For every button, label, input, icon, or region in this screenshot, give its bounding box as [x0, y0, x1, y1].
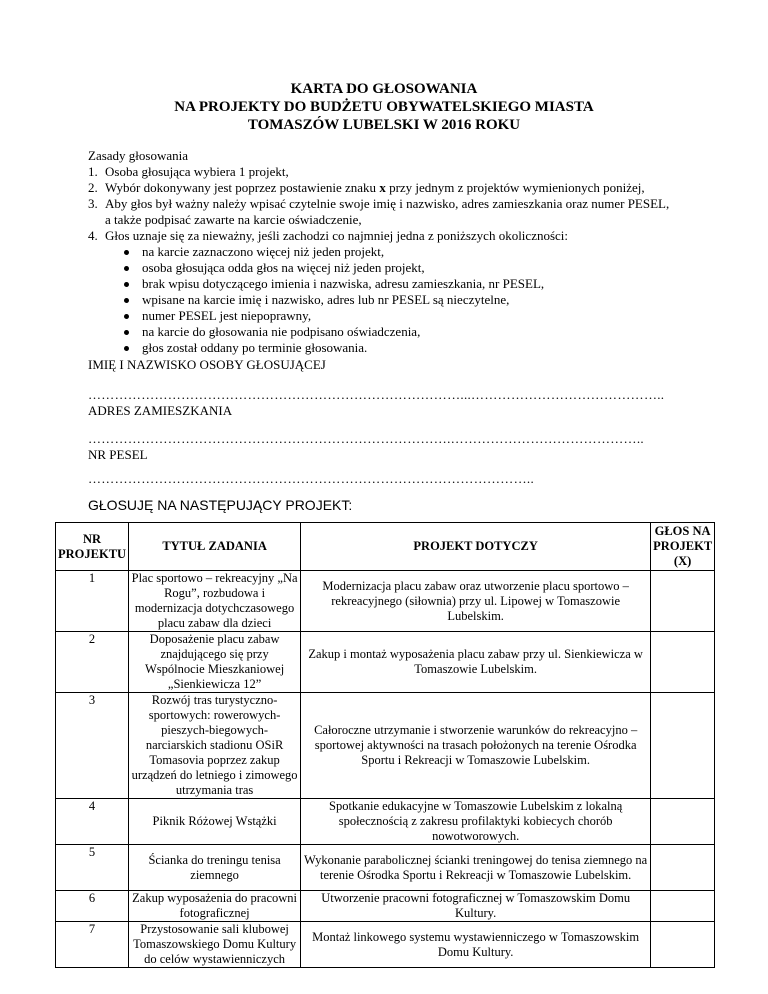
- table-row: [56, 922, 715, 968]
- rule-number: 2.: [88, 180, 98, 195]
- pesel-field[interactable]: ………………………………………………………………………………………..: [88, 471, 534, 486]
- rule-text: Aby głos był ważny należy wpisać czytelnie swoje imię i nazwisko, adres zamieszkania oraz numer PESEL,: [105, 196, 670, 211]
- invalid-condition-item: wpisane na karcie imię i nazwisko, adres lub nr PESEL są nieczytelne,: [124, 292, 708, 308]
- header-project-number: NR PROJEKTU: [56, 523, 129, 571]
- title-line-3: TOMASZÓW LUBELSKI W 2016 ROKU: [247, 117, 521, 133]
- rule-number: 4.: [88, 228, 98, 243]
- invalid-condition-item: numer PESEL jest niepoprawny,: [124, 308, 708, 324]
- address-field[interactable]: ……………………………………………………………………….……………………………………..: [88, 431, 644, 446]
- vote-cell[interactable]: [651, 891, 715, 922]
- x-mark: x: [379, 180, 386, 195]
- project-title: Doposażenie placu zabaw znajdującego się przy Wspólnocie Mieszkaniowej „Sienkiewicza 12”: [129, 632, 301, 693]
- project-number: 3: [56, 693, 129, 799]
- project-title: Plac sportowo – rekreacyjny „Na Rogu”, rozbudowa i modernizacja dotychczasowego placu zabaw dla dzieci: [129, 571, 301, 632]
- table-row: [56, 891, 715, 922]
- table-row: [56, 799, 715, 845]
- vote-cell[interactable]: [651, 632, 715, 693]
- project-description: Zakup i montaż wyposażenia placu zabaw przy ul. Sienkiewicza w Tomaszowie Lubelskim.: [301, 632, 651, 693]
- project-title: Piknik Różowej Wstążki: [129, 799, 301, 845]
- project-title: Zakup wyposażenia do pracowni fotograficznej: [129, 891, 301, 922]
- vote-cell[interactable]: [651, 799, 715, 845]
- pesel-label: NR PESEL: [88, 447, 148, 462]
- project-description: Spotkanie edukacyjne w Tomaszowie Lubelskim z lokalną społecznością z zakresu profilaktyki kobiecych chorób nowotworowych.: [301, 799, 651, 845]
- rule-item: [88, 196, 708, 228]
- rule-text: Osoba głosująca wybiera 1 projekt,: [105, 164, 289, 179]
- table-row: [56, 845, 715, 891]
- invalid-condition-item: na karcie zaznaczono więcej niż jeden projekt,: [124, 244, 708, 260]
- header-task-title: TYTUŁ ZADANIA: [129, 523, 301, 571]
- vote-cell[interactable]: [651, 693, 715, 799]
- project-title: Rozwój tras turystyczno-sportowych: rowerowych-pieszych-biegowych-narciarskich stadionu OSiR Tomasovia poprzez zakup urządzeń do letniego i zimowego utrzymania tras: [129, 693, 301, 799]
- project-number: 1: [56, 571, 129, 632]
- vote-cell[interactable]: [651, 922, 715, 968]
- vote-heading: GŁOSUJĘ NA NASTĘPUJĄCY PROJEKT:: [88, 497, 353, 513]
- address-label: ADRES ZAMIESZKANIA: [88, 403, 233, 418]
- invalid-condition-item: na karcie do głosowania nie podpisano oświadczenia,: [124, 324, 708, 340]
- table-row: [56, 693, 715, 799]
- project-title: Przystosowanie sali klubowej Tomaszowskiego Domu Kultury do celów wystawienniczych: [129, 922, 301, 968]
- rule-text-part: przy jednym z projektów wymienionych poniżej,: [385, 180, 645, 195]
- project-number: 5: [56, 845, 129, 891]
- header-vote: GŁOS NA PROJEKT (X): [651, 523, 715, 571]
- project-number: 7: [56, 922, 129, 968]
- voter-name-field[interactable]: …………………………………………………………………………...……………………………………..: [88, 387, 665, 402]
- project-description: Montaż linkowego systemu wystawienniczego w Tomaszowskim Domu Kultury.: [301, 922, 651, 968]
- header-project-concerns: PROJEKT DOTYCZY: [301, 523, 651, 571]
- projects-table: [55, 522, 715, 968]
- table-row: [56, 632, 715, 693]
- rules-heading: Zasady głosowania: [88, 148, 189, 163]
- rule-text-part: Wybór dokonywany jest poprzez postawienie znaku: [105, 180, 380, 195]
- project-description: Modernizacja placu zabaw oraz utworzenie placu sportowo – rekreacyjnego (siłownia) przy ul. Lipowej w Tomaszowie Lubelskim.: [301, 571, 651, 632]
- project-description: Całoroczne utrzymanie i stworzenie warunków do rekreacyjno –sportowej aktywności na trasach położonych na terenie Ośrodka Sportu i Rekreacji w Tomaszowie Lubelskim.: [301, 693, 651, 799]
- project-number: 6: [56, 891, 129, 922]
- table-header-row: [56, 523, 715, 571]
- project-title: Ścianka do treningu tenisa ziemnego: [129, 845, 301, 891]
- vote-cell[interactable]: [651, 571, 715, 632]
- rule-text: [105, 180, 708, 196]
- invalid-condition-item: głos został oddany po terminie głosowania.: [124, 340, 708, 356]
- title-line-1: KARTA DO GŁOSOWANIA: [290, 81, 478, 97]
- rule-item: [88, 228, 708, 244]
- invalid-condition-item: brak wpisu dotyczącego imienia i nazwiska, adresu zamieszkania, nr PESEL,: [124, 276, 708, 292]
- rule-number: 1.: [88, 164, 98, 179]
- voter-name-label: IMIĘ I NAZWISKO OSOBY GŁOSUJĄCEJ: [88, 357, 326, 372]
- voting-rules: [88, 148, 708, 356]
- project-description: Utworzenie pracowni fotograficznej w Tomaszowskim Domu Kultury.: [301, 891, 651, 922]
- invalid-condition-item: osoba głosująca odda głos na więcej niż jeden projekt,: [124, 260, 708, 276]
- vote-cell[interactable]: [651, 845, 715, 891]
- project-number: 2: [56, 632, 129, 693]
- project-number: 4: [56, 799, 129, 845]
- rule-number: 3.: [88, 196, 98, 211]
- rule-item: [88, 164, 708, 180]
- rule-item: [88, 180, 708, 196]
- table-row: [56, 571, 715, 632]
- rule-text-continued: a także podpisać zawarte na karcie oświadczenie,: [105, 212, 362, 227]
- rule-text: Głos uznaje się za nieważny, jeśli zachodzi co najmniej jedna z poniższych okoliczności:: [105, 228, 569, 243]
- title-line-2: NA PROJEKTY DO BUDŻETU OBYWATELSKIEGO MIASTA: [174, 99, 594, 115]
- project-description: Wykonanie parabolicznej ścianki treningowej do tenisa ziemnego na terenie Ośrodka Sportu i Rekreacji w Tomaszowie Lubelskim.: [301, 845, 651, 891]
- ballot-title: [0, 80, 768, 134]
